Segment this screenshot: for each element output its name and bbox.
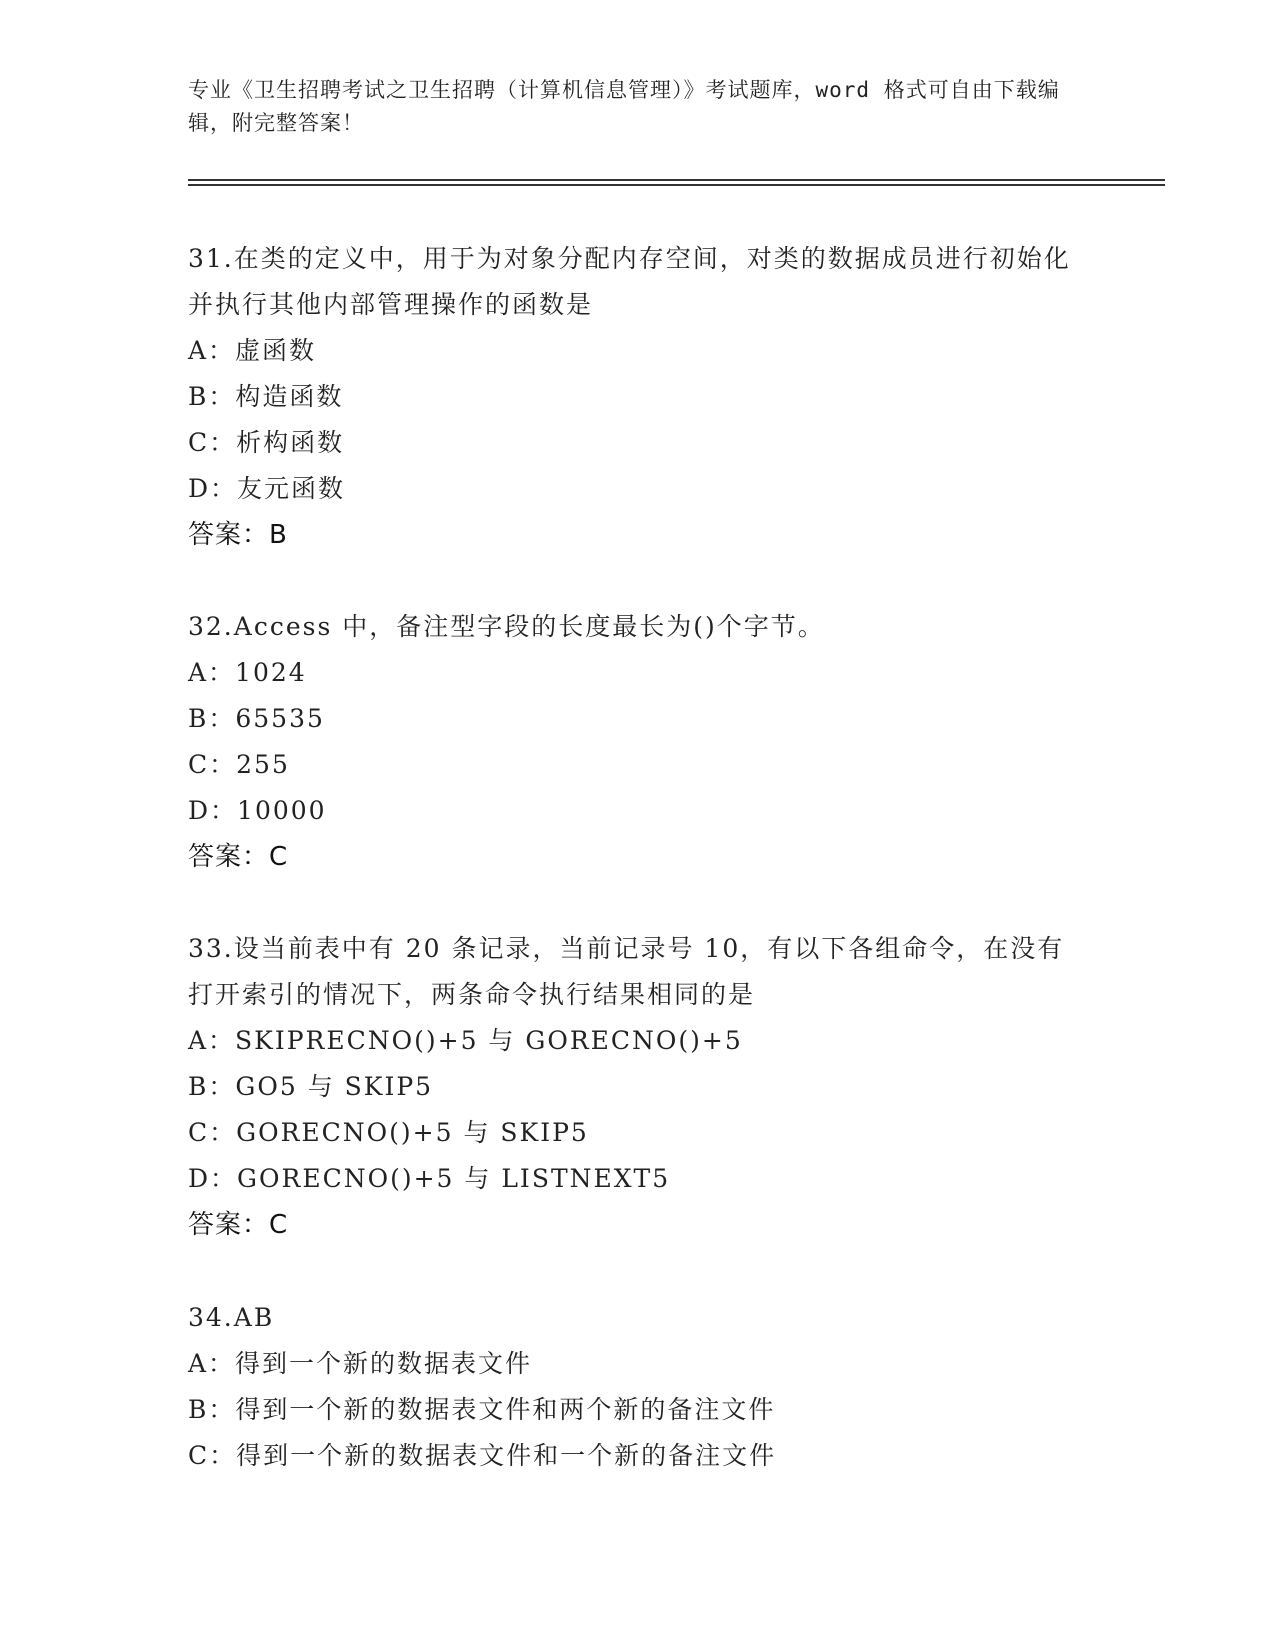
option-c: C：GORECNO()+5 与 SKIP5 [188,1118,589,1147]
header-intro: 专业《卫生招聘考试之卫生招聘（计算机信息管理）》考试题库，word 格式可自由下载编辑，附完整答案！ [188,78,1060,135]
question-stem: 34.AB [188,1303,275,1332]
option-d: D：GORECNO()+5 与 LISTNEXT5 [188,1164,671,1193]
option-d: D：友元函数 [188,474,346,503]
answer-label: 答案：C [188,842,289,872]
option-d: D：10000 [188,796,327,825]
option-a: A：虚函数 [188,336,317,365]
option-c: C：255 [188,750,290,779]
option-b: B：构造函数 [188,382,344,411]
option-c: C：析构函数 [188,428,345,457]
option-b: B：GO5 与 SKIP5 [188,1072,434,1101]
option-a: A：得到一个新的数据表文件 [188,1349,533,1378]
question-33 [188,926,1088,1248]
option-b: B：65535 [188,704,325,733]
question-34 [188,1295,1088,1479]
answer-label: 答案：B [188,520,288,550]
header-divider-bottom [188,184,1165,186]
question-31 [188,236,1088,558]
option-a: A：1024 [188,658,307,687]
question-stem: 32.Access 中，备注型字段的长度最长为()个字节。 [188,612,825,641]
header-divider-top [188,179,1165,181]
question-stem: 33.设当前表中有 20 条记录，当前记录号 10，有以下各组命令，在没有打开索引的情况下，两条命令执行结果相同的是 [188,934,1065,1009]
question-stem: 31.在类的定义中，用于为对象分配内存空间，对类的数据成员进行初始化并执行其他内部管理操作的函数是 [188,244,1071,319]
option-b: B：得到一个新的数据表文件和两个新的备注文件 [188,1395,776,1424]
option-c: C：得到一个新的数据表文件和一个新的备注文件 [188,1441,777,1470]
option-a: A：SKIPRECNO()+5 与 GORECNO()+5 [188,1026,743,1055]
answer-label: 答案：C [188,1210,289,1240]
question-32 [188,604,1088,880]
